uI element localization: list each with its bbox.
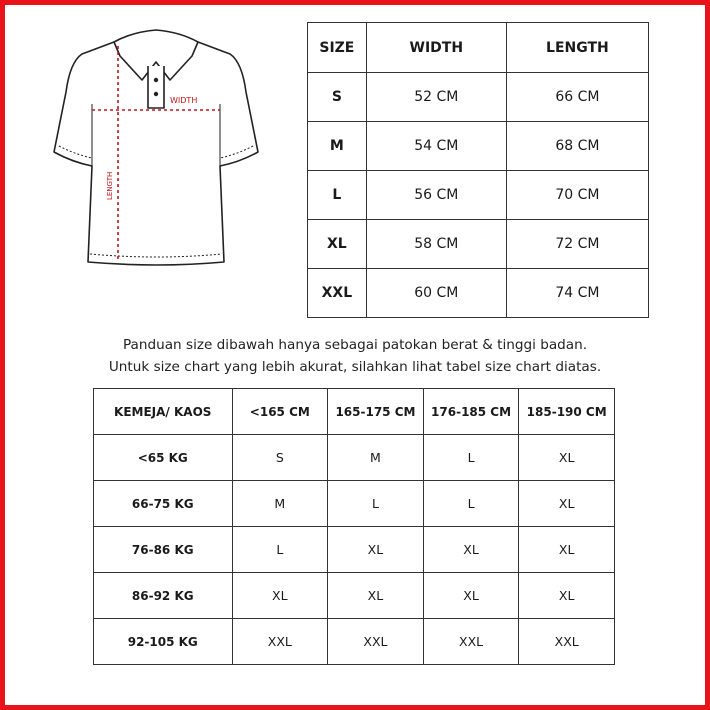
size-cell: XL bbox=[423, 573, 519, 619]
size-cell: L bbox=[232, 527, 328, 573]
width-cell: 54 CM bbox=[366, 122, 506, 171]
header-size: SIZE bbox=[308, 23, 367, 73]
size-cell: M bbox=[328, 435, 424, 481]
width-label: WIDTH bbox=[170, 96, 198, 105]
table-header-row bbox=[308, 23, 649, 73]
size-cell: XXL bbox=[232, 619, 328, 665]
size-cell: L bbox=[423, 481, 519, 527]
size-cell: S bbox=[308, 73, 367, 122]
length-cell: 66 CM bbox=[506, 73, 648, 122]
table-row bbox=[94, 435, 615, 481]
header-height-1: <165 CM bbox=[232, 389, 328, 435]
table-row bbox=[308, 73, 649, 122]
size-cell: XL bbox=[328, 573, 424, 619]
size-cell: M bbox=[308, 122, 367, 171]
size-cell: XL bbox=[519, 435, 615, 481]
length-cell: 70 CM bbox=[506, 171, 648, 220]
size-cell: XXL bbox=[423, 619, 519, 665]
size-cell: XXL bbox=[308, 269, 367, 318]
size-cell: XL bbox=[519, 527, 615, 573]
weight-cell: 66-75 KG bbox=[94, 481, 233, 527]
table-row bbox=[94, 619, 615, 665]
size-cell: XL bbox=[308, 220, 367, 269]
length-cell: 68 CM bbox=[506, 122, 648, 171]
size-cell: L bbox=[308, 171, 367, 220]
size-cell: S bbox=[232, 435, 328, 481]
width-cell: 58 CM bbox=[366, 220, 506, 269]
size-cell: XL bbox=[328, 527, 424, 573]
size-cell: L bbox=[423, 435, 519, 481]
guide-note-line-1: Panduan size dibawah hanya sebagai patokan berat & tinggi badan. bbox=[122, 337, 588, 353]
header-length: LENGTH bbox=[506, 23, 648, 73]
guide-note-line-2: Untuk size chart yang lebih akurat, silahkan lihat tabel size chart diatas. bbox=[108, 359, 602, 375]
weight-cell: 76-86 KG bbox=[94, 527, 233, 573]
table-row bbox=[308, 220, 649, 269]
table-row bbox=[94, 573, 615, 619]
size-cell: M bbox=[232, 481, 328, 527]
weight-cell: 86-92 KG bbox=[94, 573, 233, 619]
size-cell: XL bbox=[423, 527, 519, 573]
table-row bbox=[308, 122, 649, 171]
polo-shirt-illustration bbox=[52, 22, 262, 282]
header-height-3: 176-185 CM bbox=[423, 389, 519, 435]
header-width: WIDTH bbox=[366, 23, 506, 73]
size-measurement-table bbox=[307, 22, 649, 318]
table-row bbox=[308, 269, 649, 318]
width-cell: 60 CM bbox=[366, 269, 506, 318]
weight-cell: 92-105 KG bbox=[94, 619, 233, 665]
width-cell: 56 CM bbox=[366, 171, 506, 220]
size-cell: XL bbox=[232, 573, 328, 619]
table-row bbox=[94, 527, 615, 573]
size-cell: XXL bbox=[519, 619, 615, 665]
size-cell: XXL bbox=[328, 619, 424, 665]
width-cell: 52 CM bbox=[366, 73, 506, 122]
table-row bbox=[308, 171, 649, 220]
length-label: LENGTH bbox=[106, 171, 114, 200]
table-header-row bbox=[94, 389, 615, 435]
header-height-2: 165-175 CM bbox=[328, 389, 424, 435]
header-kemeja-kaos: KEMEJA/ KAOS bbox=[94, 389, 233, 435]
weight-cell: <65 KG bbox=[94, 435, 233, 481]
length-cell: 74 CM bbox=[506, 269, 648, 318]
table-row bbox=[94, 481, 615, 527]
size-cell: L bbox=[328, 481, 424, 527]
length-cell: 72 CM bbox=[506, 220, 648, 269]
size-cell: XL bbox=[519, 481, 615, 527]
size-cell: XL bbox=[519, 573, 615, 619]
weight-height-size-table bbox=[93, 388, 615, 665]
header-height-4: 185-190 CM bbox=[519, 389, 615, 435]
